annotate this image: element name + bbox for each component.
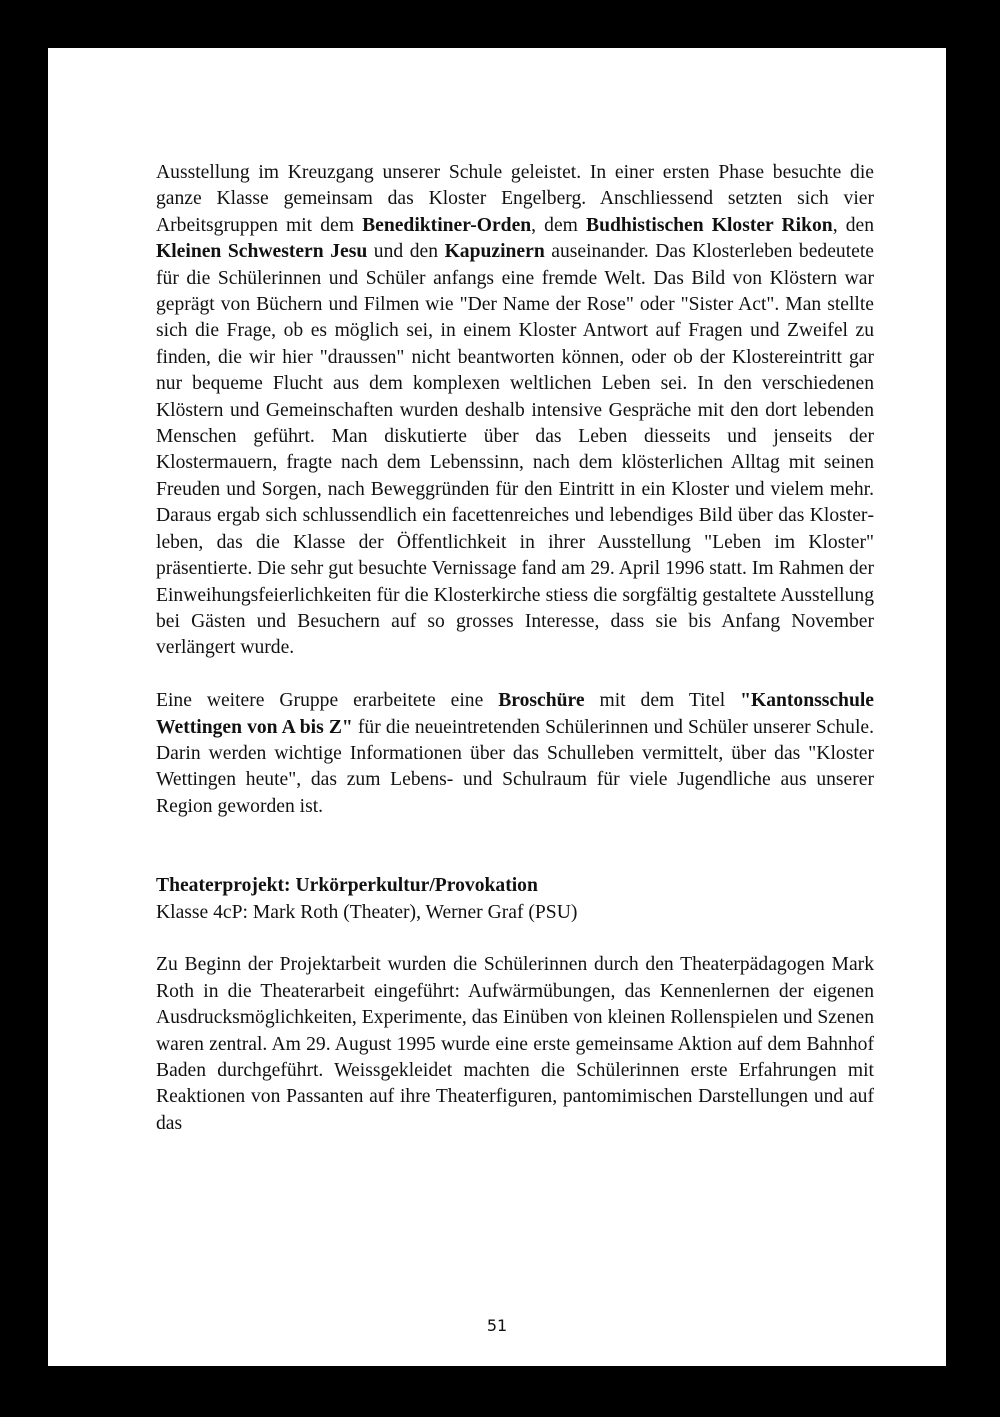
project-heading: Theaterprojekt: Urkörperkultur/Provokation — [156, 875, 538, 897]
text-run: Ausstellung im Kreuzgang unserer Schule geleistet. In einer ersten Phase besuchte die ganze Klasse gemeinsam das Kloster Engelberg. Anschliessend setzten sich vier Arbeitsgruppen mit dem — [156, 162, 874, 236]
text-run: , den — [832, 214, 874, 236]
paragraph-exhibition — [156, 160, 874, 662]
text-run: und den — [367, 241, 445, 263]
bold-benediktiner-orden: Benediktiner-Orden — [362, 214, 532, 236]
text-run: Eine weitere Gruppe erarbeitete eine — [156, 690, 499, 712]
body-text — [156, 160, 874, 1137]
text-run: , dem — [531, 214, 587, 236]
bold-kapuzinern: Kapuzinern — [444, 241, 545, 263]
bold-kleinen-schwestern: Kleinen Schwestern Jesu — [156, 241, 368, 263]
bold-kloster-rikon: Budhistischen Kloster Rikon — [586, 214, 833, 236]
paragraph-brochure — [156, 688, 874, 820]
text-run: für die neueintretenden Schülerinnen und Schüler unserer Schule. Darin werden wichtige Informationen über das Schulleben vermittelt, über das "Kloster Wettingen heute", das zum Lebens- und Schulraum für viele Jugendliche aus unserer Region geworden ist. — [156, 716, 874, 817]
page-number: 51 — [486, 1316, 508, 1335]
bold-brochure-title: "Kantonsschule Wettingen von A bis Z" — [156, 690, 874, 738]
text-run: mit dem Titel — [584, 690, 741, 712]
document-page — [48, 48, 946, 1366]
text-run: auseinander. Das Klosterleben bedeutete für die Schülerinnen und Schüler anfangs eine fremde Welt. Das Bild von Klöstern war geprägt von Büchern und Filmen wie "Der Name der Rose" oder "Sister Act". Man stellte sich die Frage, ob es möglich sei, in einem Kloster Antwort auf Fragen und Zweifel zu finden, die wir hier "draussen" nicht beantworten können, oder ob der Klostereintritt gar nur bequeme Flucht aus dem komplexen weltlichen Leben sei. In den verschiedenen Klöstern und Gemeinschaften wurden deshalb intensive Gespräche mit den dort lebenden Menschen geführt. Man diskutierte über das Leben diesseits und jenseits der Klostermauern, fragte nach dem Lebenssinn, nach dem klösterlichen Alltag mit seinen Freuden und Sorgen, nach Beweggründen für den Eintritt in ein Kloster und vielem mehr. Daraus ergab sich schlussendlich ein facettenreiches und lebendiges Bild über das Klosterleben, das die Klasse der Öffentlichkeit in ihrer Ausstellung "Leben im Kloster" präsentierte. Die sehr gut besuchte Vernissage fand am 29. April 1996 statt. Im Rahmen der Einweihungsfeierlichkeiten für die Klosterkirche stiess die sorgfältig gestaltete Ausstellung bei Gästen und Besuchern auf so grosses Interesse, dass sie bis Anfang November verlängert wurde. — [156, 241, 874, 659]
project-class-line: Klasse 4cP: Mark Roth (Theater), Werner Graf (PSU) — [156, 901, 578, 923]
bold-broschuere: Broschüre — [498, 690, 585, 712]
paragraph-theater: Zu Beginn der Projektarbeit wurden die Schülerinnen durch den Theaterpädagogen Mark Roth in die Theaterarbeit eingeführt: Aufwärmübungen, das Kennenlernen der eigenen Ausdrucksmöglichkeiten, Experimente, das Einüben von kleinen Rollenspielen und Szenen waren zentral. Am 29. August 1995 wurde eine erste gemeinsame Aktion auf dem Bahnhof Baden durchgeführt. Weissgekleidet machten die Schülerinnen erste Erfahrungen mit Reaktionen von Passanten auf ihre Theaterfiguren, pantomimischen Darstellungen und auf das — [156, 954, 874, 1134]
